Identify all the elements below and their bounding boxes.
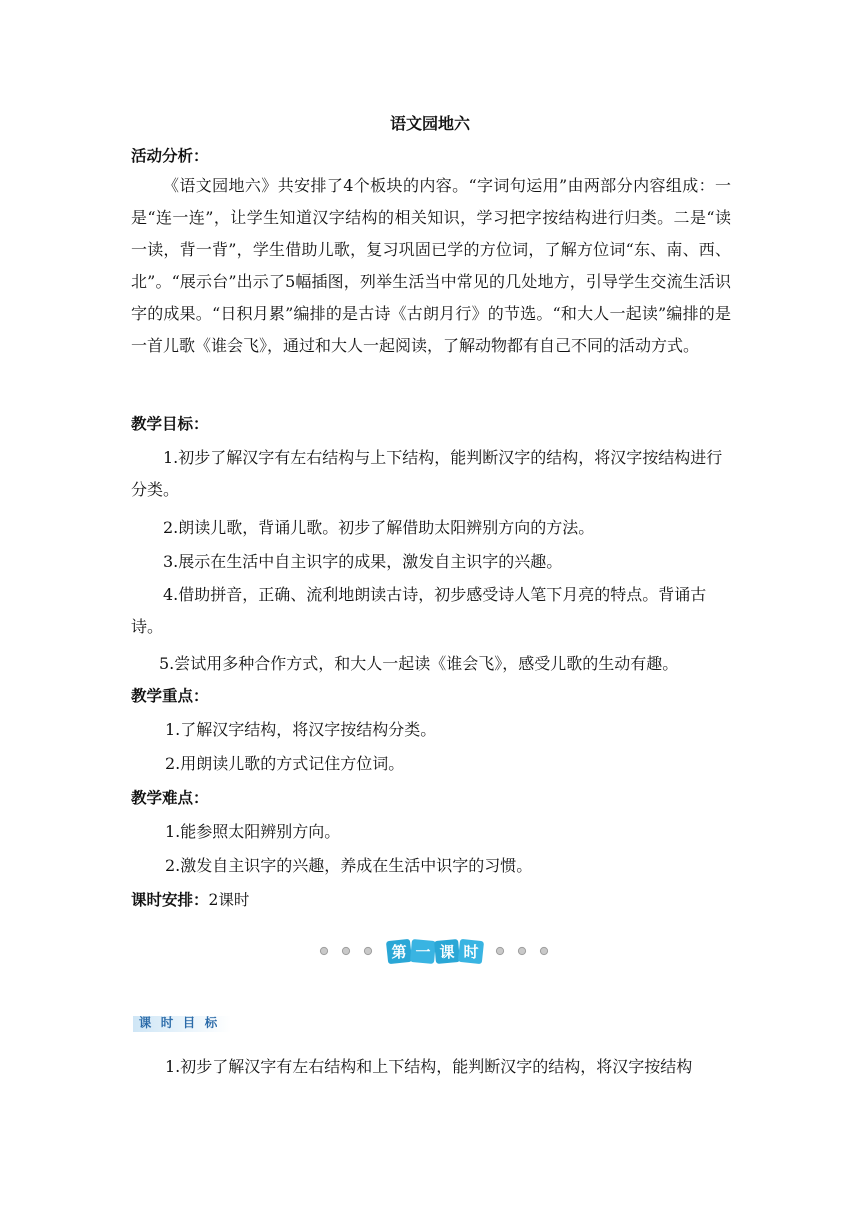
schedule-label: 课时安排： — [131, 891, 209, 909]
banner-char-2: 一 — [415, 943, 431, 961]
schedule-value: 2课时 — [208, 891, 250, 909]
activity-paragraph: 《语文园地六》共安排了4个板块的内容。“字词句运用”由两部分内容组成：一是“连一连”，让学生知道汉字结构的相关知识，学习把字按结构进行归类。二是“读一读，背一背”，学生借助儿歌，复习巩固已学的方位词，了解方位词“东、南、西、北”。“展示台”出示了5幅插图，列举生活当中常见的几处地方，引导学生交流生活识字的成果。“日积月累”编排的是古诗《古朗月行》的节选。“和大人一起读”编排的是一首儿歌《谁会飞》，通过和大人一起阅读，了解动物都有自己不同的活动方式。 — [131, 176, 731, 355]
goals-heading: 教学目标： — [131, 415, 209, 433]
banner-char-1: 第 — [391, 943, 407, 961]
key-points-heading: 教学重点： — [131, 687, 209, 705]
tag-char-3: 目 — [182, 1015, 196, 1030]
goal-item-4: 4.借助拼音，正确、流利地朗读古诗，初步感受诗人笔下月亮的特点。背诵古诗。 — [131, 585, 707, 636]
goal-item-5: 5.尝试用多种合作方式，和大人一起读《谁会飞》，感受儿歌的生动有趣。 — [159, 654, 679, 673]
tag-char-2: 时 — [160, 1015, 174, 1030]
difficulty-item-1: 1.能参照太阳辨别方向。 — [165, 822, 341, 841]
banner-dots-left — [320, 947, 371, 954]
key-point-item-1: 1.了解汉字结构，将汉字按结构分类。 — [165, 720, 437, 739]
goal-item-1: 1.初步了解汉字有左右结构与上下结构，能判断汉字的结构，将汉字按结构进行分类。 — [131, 448, 723, 499]
goal-item-3: 3.展示在生活中自主识字的成果，激发自主识字的兴趣。 — [163, 552, 563, 571]
lesson-goal-item-1: 1.初步了解汉字有左右结构和上下结构，能判断汉字的结构，将汉字按结构 — [165, 1057, 693, 1076]
lesson-goals-tag — [131, 1008, 231, 1034]
banner-char-4: 时 — [463, 943, 479, 961]
activity-heading: 活动分析： — [131, 147, 209, 165]
key-point-item-2: 2.用朗读儿歌的方式记住方位词。 — [165, 754, 405, 773]
goal-item-2: 2.朗读儿歌，背诵儿歌。初步了解借助太阳辨别方向的方法。 — [163, 518, 595, 537]
difficulties-heading: 教学难点： — [131, 789, 209, 807]
tag-char-1: 课 — [138, 1015, 152, 1030]
difficulty-item-2: 2.激发自主识字的兴趣，养成在生活中识字的习惯。 — [165, 856, 533, 875]
schedule-line — [131, 888, 249, 912]
banner-char-3: 课 — [439, 943, 455, 961]
lesson-banner — [315, 936, 555, 966]
page-title: 语文园地六 — [389, 114, 470, 133]
tag-char-4: 标 — [204, 1015, 218, 1030]
banner-dots-right — [496, 947, 547, 954]
banner-tiles — [386, 939, 484, 964]
